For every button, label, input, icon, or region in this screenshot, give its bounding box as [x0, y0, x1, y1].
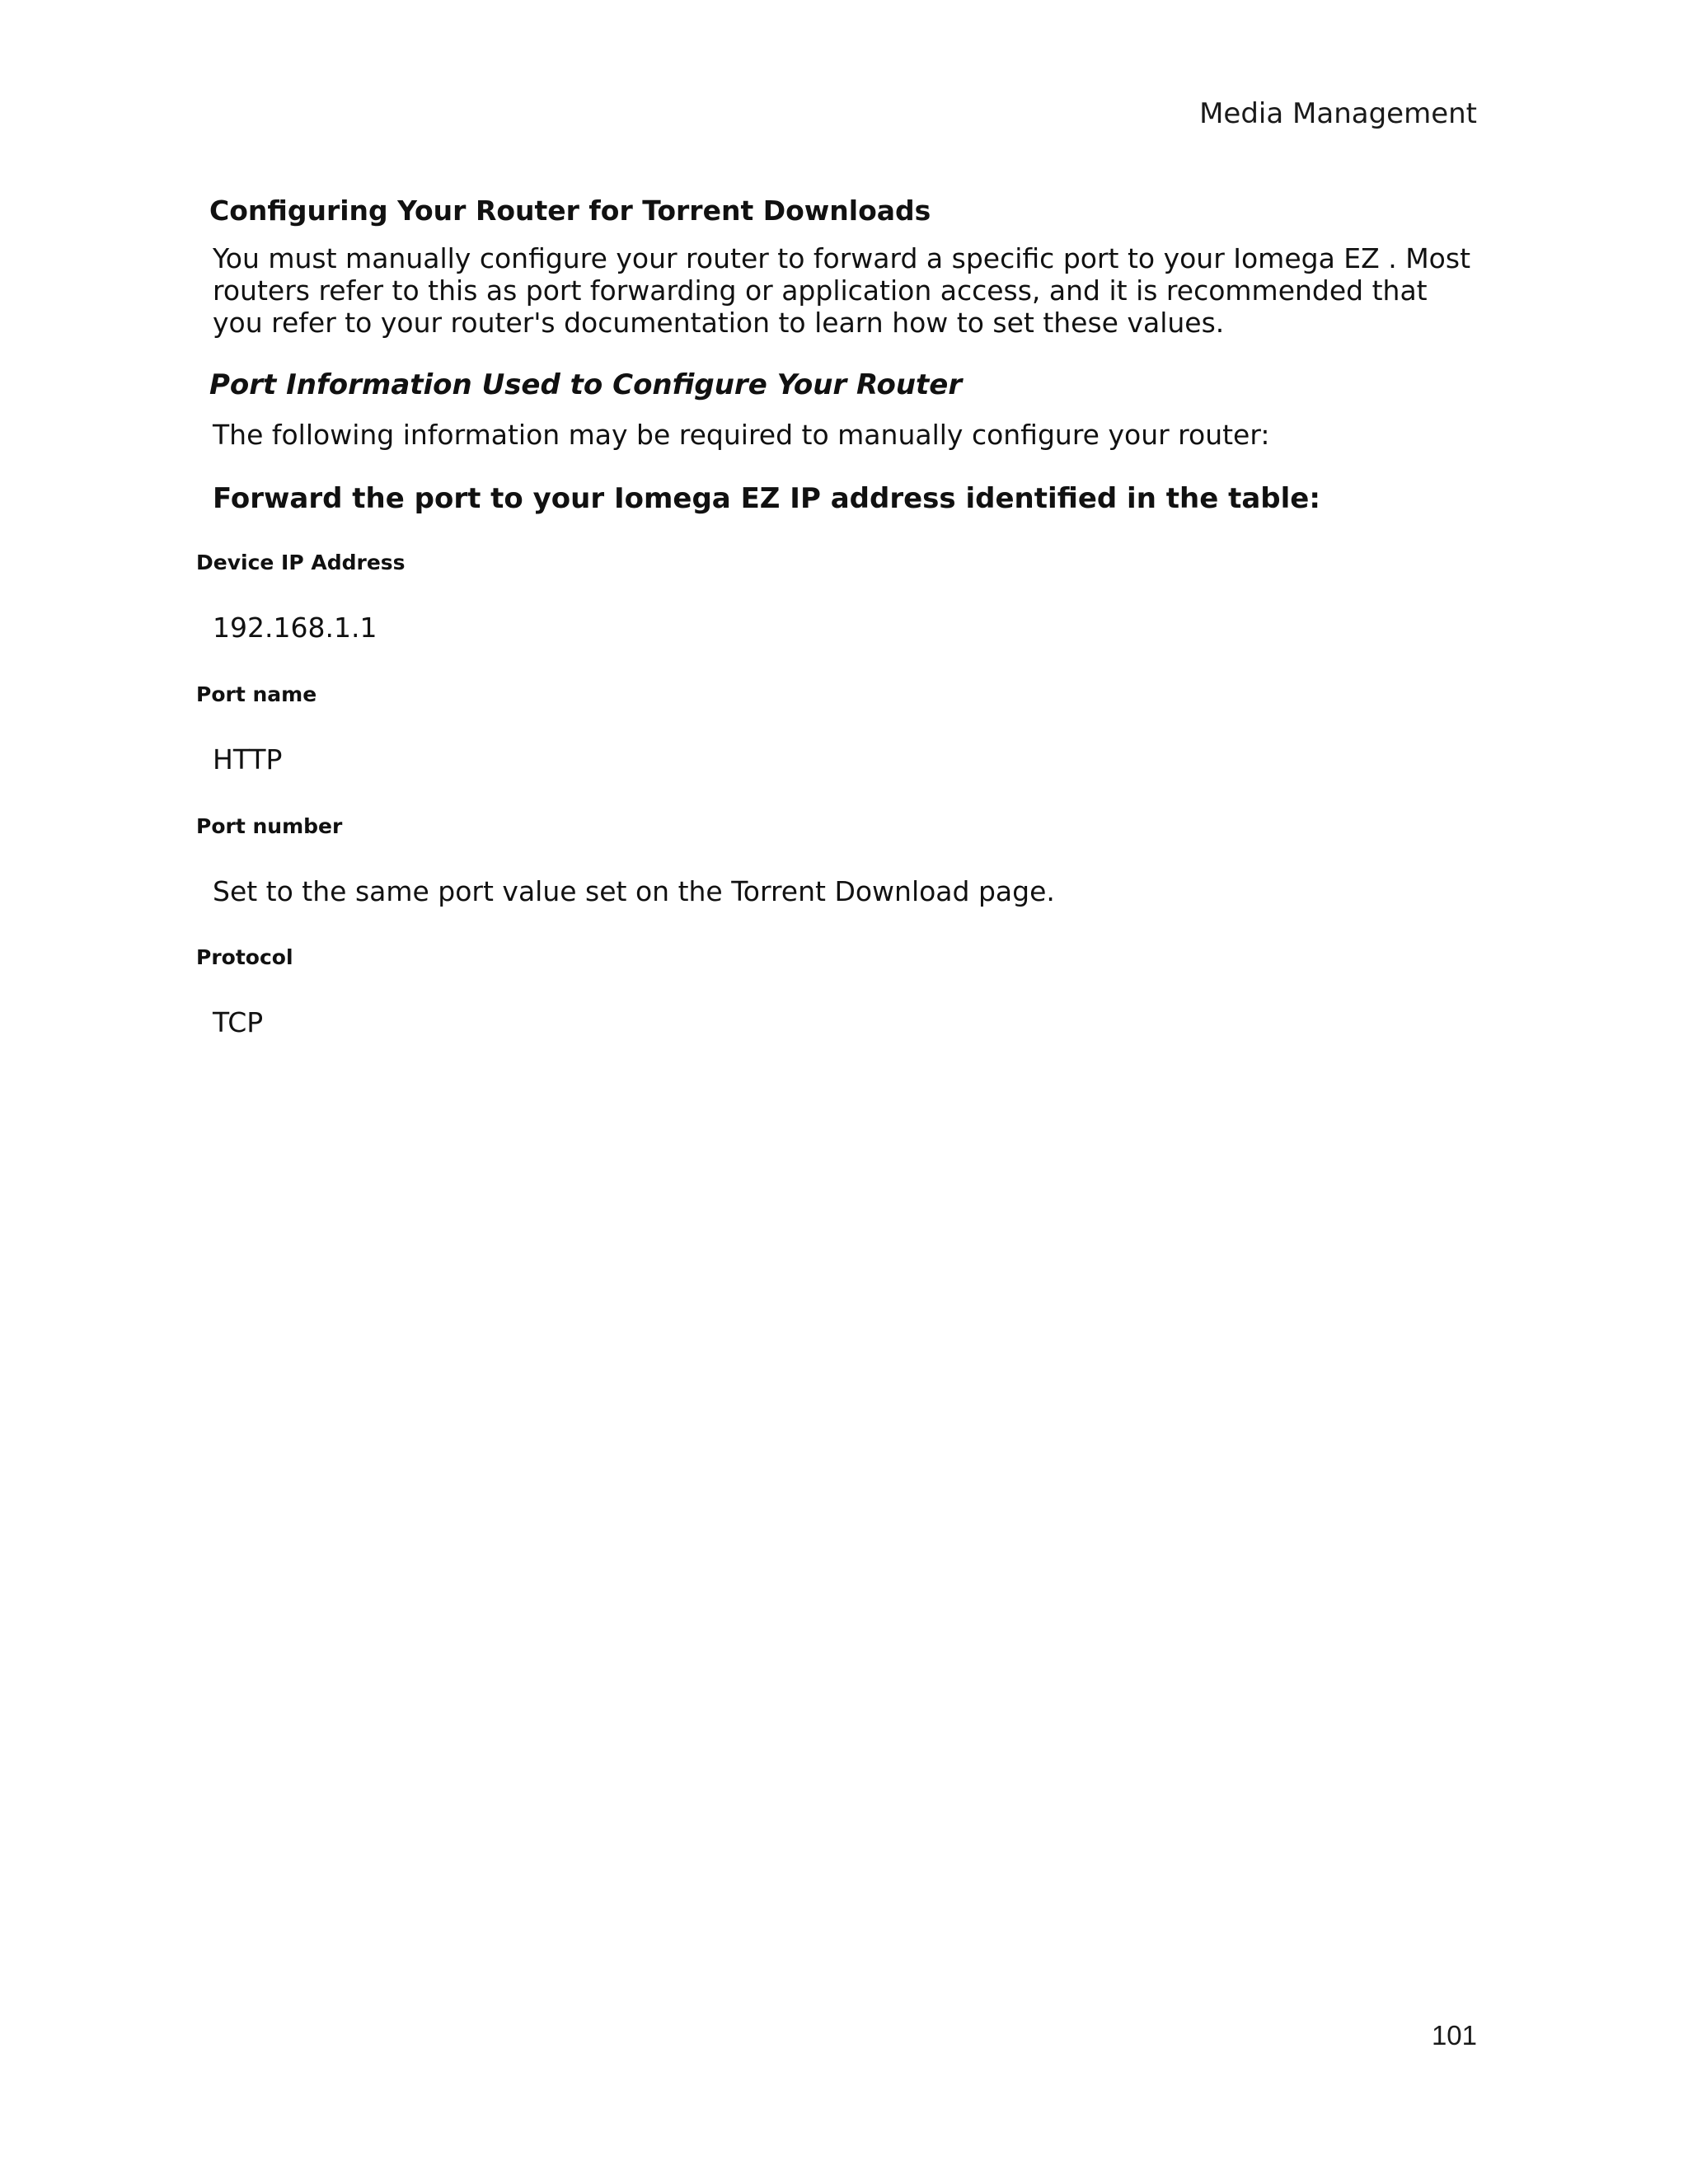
field-label-protocol: Protocol — [196, 945, 293, 969]
field-label-device-ip: Device IP Address — [196, 551, 406, 574]
field-value-port-name: HTTP — [213, 743, 283, 776]
field-label-port-name: Port name — [196, 682, 317, 706]
forwarding-instruction: Forward the port to your Iomega EZ IP address identified in the table: — [213, 482, 1320, 515]
subsection-heading: Port Information Used to Configure Your Router — [209, 368, 963, 401]
page-header-title: Media Management — [1199, 97, 1477, 130]
section-paragraph: You must manually configure your router to forward a specific port to your Iomega EZ . Most routers refer to this as port forwarding or application access, and it is recommended that you refer to your router's documentation to learn how to set these values. — [213, 242, 1471, 339]
subsection-intro: The following information may be required to manually configure your router: — [213, 419, 1270, 451]
field-value-protocol: TCP — [213, 1006, 264, 1038]
field-label-port-number: Port number — [196, 814, 343, 838]
field-value-device-ip: 192.168.1.1 — [213, 612, 377, 644]
section-heading: Configuring Your Router for Torrent Downloads — [209, 194, 931, 227]
field-value-port-number: Set to the same port value set on the Torrent Download page. — [213, 875, 1055, 907]
page-number: 101 — [1431, 2020, 1477, 2050]
